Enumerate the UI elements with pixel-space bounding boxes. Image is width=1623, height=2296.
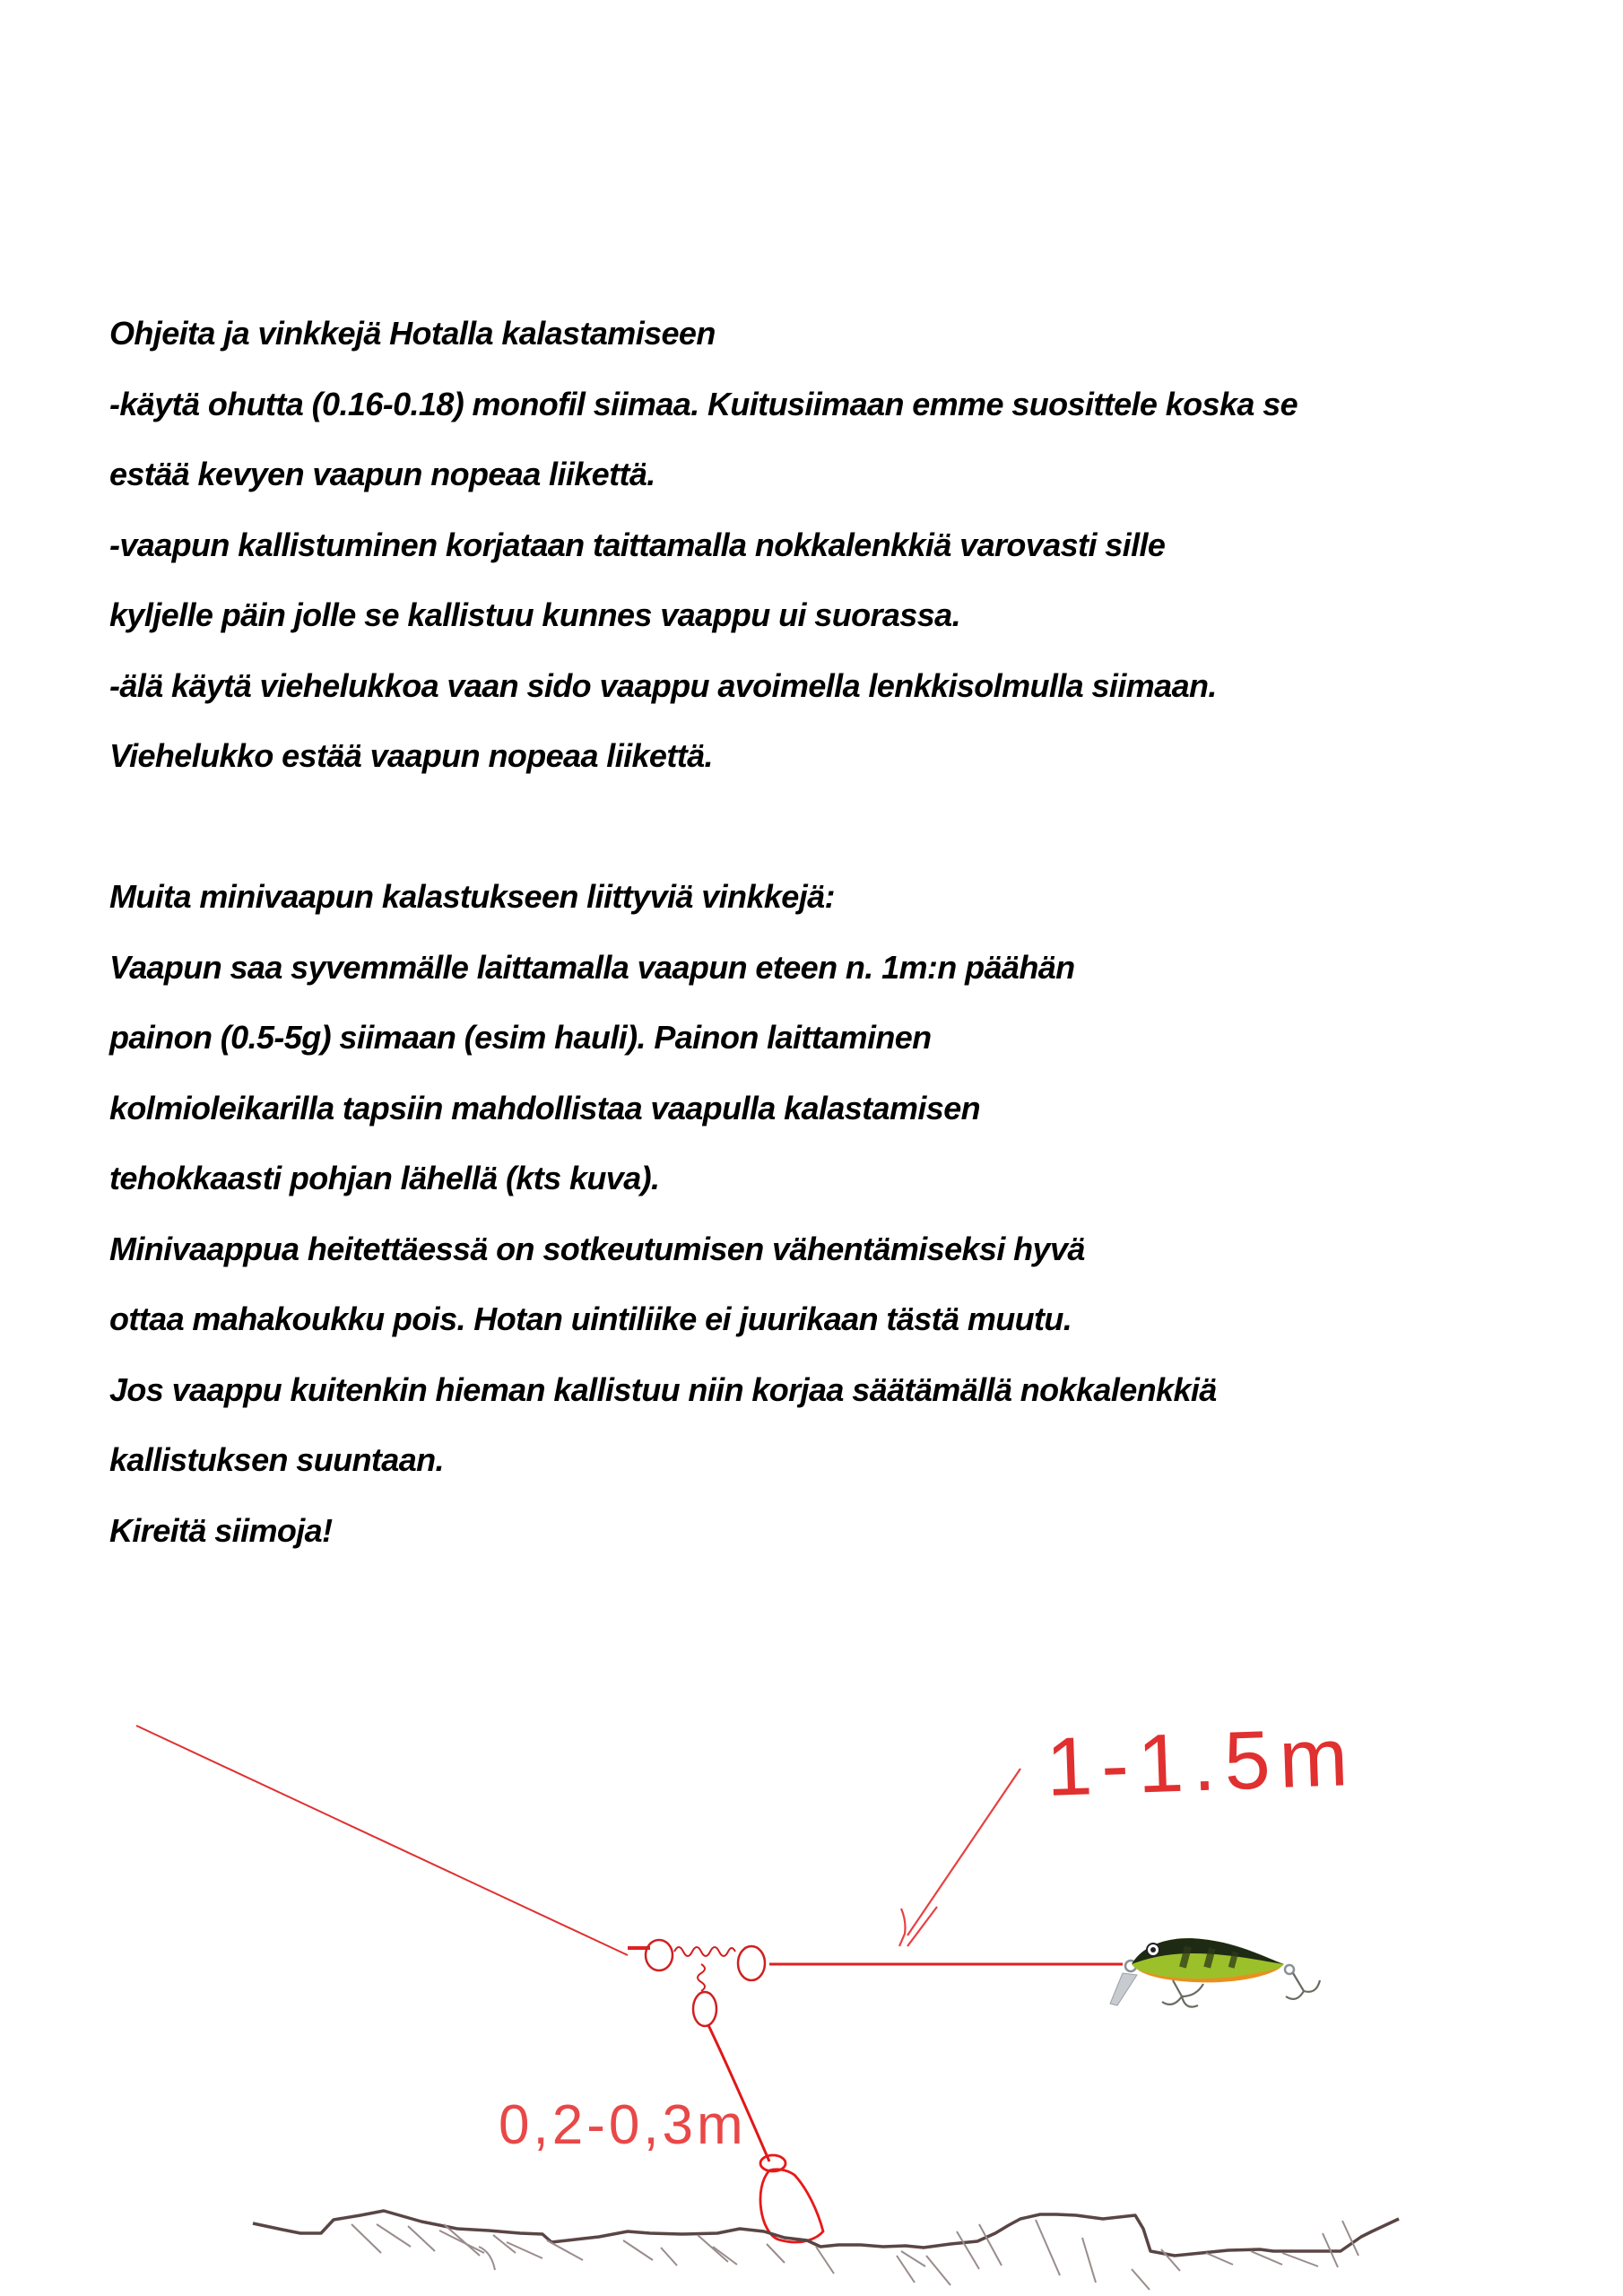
- tip-line: kyljelle päin jolle se kallistuu kunnes vaappu ui suorassa.: [109, 596, 960, 633]
- tip-line: kallistuksen suuntaan.: [109, 1441, 444, 1478]
- three-way-swivel: [646, 1940, 765, 2026]
- tip-line: -käytä ohutta (0.16-0.18) monofil siimaa. Kuitusiimaan emme suosittele koska se: [109, 385, 1298, 422]
- tip-line: Vaapun saa syvemmälle laittamalla vaapun eteen n. 1m:n päähän: [109, 948, 1075, 986]
- tip-line: ottaa mahakoukku pois. Hotan uintiliike ei juurikaan tästä muutu.: [109, 1300, 1072, 1337]
- tip-line: -älä käytä viehelukkoa vaan sido vaappu avoimella lenkkisolmulla siimaan.: [109, 666, 1217, 704]
- instructions-text: [109, 299, 1580, 1566]
- tip-line: estää kevyen vaapun nopeaa liikettä.: [109, 456, 655, 492]
- tip-line: Minivaappua heitettäessä on sotkeutumisen vähentämiseksi hyvä: [109, 1230, 1085, 1267]
- main-line: [136, 1726, 628, 1955]
- dropper-length-label: 0,2-0,3m: [499, 2094, 747, 2156]
- tip-line: Viehelukko estää vaapun nopeaa liikettä.: [109, 737, 713, 774]
- seabed-icon: [253, 2211, 1399, 2290]
- section-heading: Muita minivaapun kalastukseen liittyviä vinkkejä:: [109, 878, 835, 915]
- tip-line: Jos vaappu kuitenkin hieman kallistuu niin korjaa säätämällä nokkalenkkiä: [109, 1370, 1217, 1408]
- closing-line: Kireitä siimoja!: [109, 1511, 333, 1549]
- leader-length-label: 1-1.5m: [1045, 1710, 1358, 1813]
- rig-diagram: [0, 1632, 1623, 2296]
- sinker-icon: [760, 2155, 823, 2242]
- lure-icon: [1110, 1938, 1320, 2006]
- document-title: Ohjeita ja vinkkejä Hotalla kalastamiseen: [109, 315, 716, 352]
- paragraph-gap: [109, 792, 1580, 863]
- tip-line: -vaapun kallistuminen korjataan taittamalla nokkalenkkiä varovasti sille: [109, 526, 1166, 563]
- arrow-icon: [899, 1769, 1020, 1946]
- tip-line: tehokkaasti pohjan lähellä (kts kuva).: [109, 1160, 660, 1196]
- tip-line: painon (0.5-5g) siimaan (esim hauli). Painon laittaminen: [109, 1019, 932, 1056]
- tip-line: kolmioleikarilla tapsiin mahdollistaa vaapulla kalastamisen: [109, 1089, 981, 1126]
